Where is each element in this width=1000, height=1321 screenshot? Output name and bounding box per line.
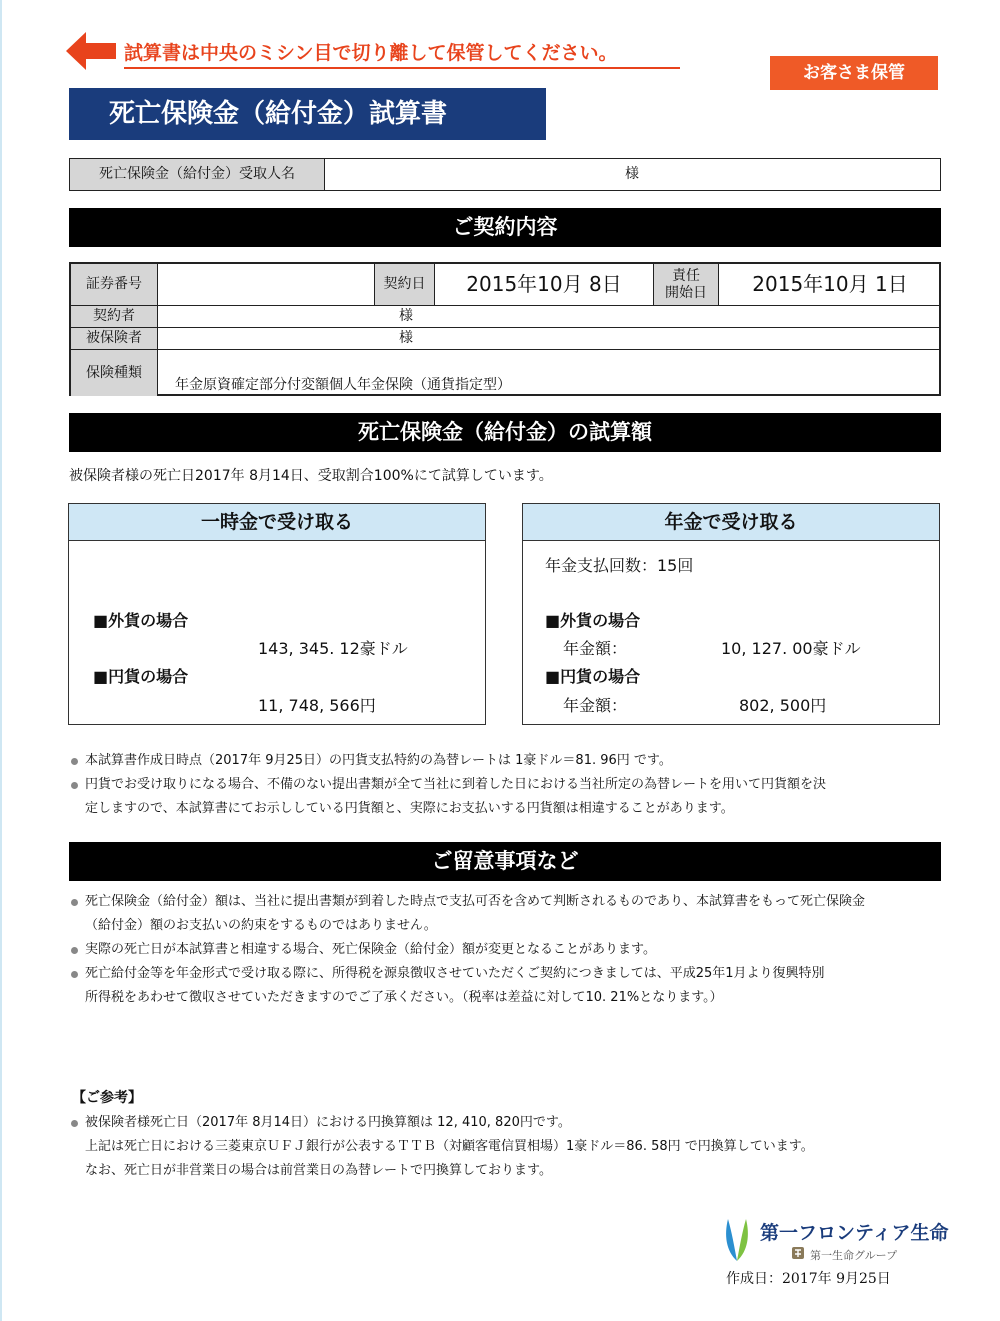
reference-title: 【ご参考】	[72, 1090, 142, 1106]
coverage-start-label-line2: 開始日	[665, 285, 707, 301]
company-group: 第一生命グループ	[810, 1249, 898, 1262]
annuity-foreign-amount-value: 10, 127. 00豪ドル	[721, 639, 861, 658]
annuity-foreign-label: ■外貨の場合	[545, 611, 641, 630]
contract-section-title: ご契約内容	[69, 208, 941, 247]
trial-condition-note: 被保険者様の死亡日2017年 8月14日、受取割合100%にて試算しています。	[69, 468, 553, 484]
coverage-start-value: 2015年10月 1日	[752, 272, 908, 296]
list-item-continued: （給付金）額のお支払いの約束をするものではありません。	[85, 918, 437, 933]
list-item: 実際の死亡日が本試算書と相違する場合、死亡保険金（給付金）額が変更となることがあります。	[69, 938, 957, 962]
list-item: 本試算書作成日時点（2017年 9月25日）の円貨支払特約の為替レートは 1豪ドル＝81. 96円 です。	[69, 749, 957, 773]
created-date: 作成日：2017年 9月25日	[726, 1271, 891, 1287]
group-emblem-icon	[791, 1246, 805, 1260]
annuity-yen-amount-label: 年金額：	[563, 696, 628, 715]
list-item: 死亡保険金（給付金）額は、当社に提出書類が到着した時点で支払可否を含めて判断されるものであり、本試算書をもって死亡保険金	[69, 890, 957, 914]
contractor-value: 様	[399, 308, 413, 324]
insured-label: 被保険者	[71, 328, 157, 349]
annuity-yen-label: ■円貨の場合	[545, 667, 641, 686]
coverage-start-label	[654, 264, 718, 305]
annuity-count: 年金支払回数：15回	[545, 556, 694, 575]
list-item-continued: 定しますので、本試算書にてお示ししている円貨額と、実際にお支払いする円貨額は相違することがあります。	[85, 801, 734, 816]
annuity-yen-amount-value: 802, 500円	[739, 696, 827, 715]
list-item-continued: なお、死亡日が非営業日の場合は前営業日の為替レートで円換算しております。	[85, 1163, 552, 1178]
insurance-type-value: 年金原資確定部分付変額個人年金保険（通貨指定型）	[175, 377, 511, 393]
bullet-icon	[71, 947, 78, 954]
list-item: 死亡給付金等を年金形式で受け取る際に、所得税を源泉徴収させていただくご契約につきましては、平成25年1月より復興特別	[69, 962, 957, 986]
lump-foreign-label: ■外貨の場合	[93, 611, 189, 630]
list-item: 円貨でお受け取りになる場合、不備のない提出書類が全て当社に到着した日における当社所定の為替レートを用いて円貨額を決	[69, 773, 957, 797]
company-name: 第一フロンティア生命	[760, 1222, 949, 1244]
recipient-label: 死亡保険金（給付金）受取人名	[70, 159, 325, 190]
insurance-type-label: 保険種類	[71, 350, 157, 396]
annuity-box	[522, 503, 940, 725]
list-item-continued: 所得税をあわせて徴収させていただきますのでご了承ください。（税率は差益に対して10. 21%となります。）	[85, 990, 723, 1005]
recipient-value: 様	[625, 166, 639, 182]
contract-date-label: 契約日	[375, 264, 434, 305]
contractor-label: 契約者	[71, 306, 157, 327]
customer-copy-badge: お客さま保管	[770, 56, 938, 90]
recipient-row	[69, 158, 941, 191]
bullet-icon	[71, 758, 78, 765]
remarks-list	[69, 890, 957, 1010]
annuity-title: 年金で受け取る	[523, 504, 939, 541]
arrow-left-icon	[66, 32, 116, 70]
page-title: 死亡保険金（給付金）試算書	[69, 88, 546, 140]
list-item-continued: 上記は死亡日における三菱東京ＵＦＪ銀行が公表するＴＴＢ（対顧客電信買相場）1豪ドル＝86. 58円 で円換算しています。	[85, 1139, 814, 1154]
remarks-section-title: ご留意事項など	[69, 842, 941, 881]
policy-number-value	[158, 264, 374, 305]
coverage-start-label-line1: 責任	[672, 268, 700, 284]
contract-table	[69, 262, 941, 396]
policy-number-label: 証券番号	[71, 264, 157, 305]
trial-notes	[69, 749, 957, 821]
lump-yen-value: 11, 748, 566円	[258, 696, 376, 715]
lump-yen-label: ■円貨の場合	[93, 667, 189, 686]
insured-value: 様	[399, 330, 413, 346]
bullet-icon	[71, 1120, 78, 1127]
trial-section-title: 死亡保険金（給付金）の試算額	[69, 413, 941, 452]
reference-list	[69, 1111, 957, 1183]
bullet-icon	[71, 899, 78, 906]
lump-foreign-value: 143, 345. 12豪ドル	[258, 639, 408, 658]
bullet-icon	[71, 782, 78, 789]
left-margin-rule	[0, 0, 2, 1321]
lump-sum-box	[68, 503, 486, 725]
cut-instruction: 試算書は中央のミシン目で切り離して保管してください。	[124, 38, 680, 69]
contract-date-value: 2015年10月 8日	[466, 272, 622, 296]
company-logo-icon	[722, 1213, 752, 1263]
list-item: 被保険者様死亡日（2017年 8月14日）における円換算額は 12, 410, 820円です。	[69, 1111, 957, 1135]
bullet-icon	[71, 971, 78, 978]
lump-sum-title: 一時金で受け取る	[69, 504, 485, 541]
annuity-foreign-amount-label: 年金額：	[563, 639, 628, 658]
